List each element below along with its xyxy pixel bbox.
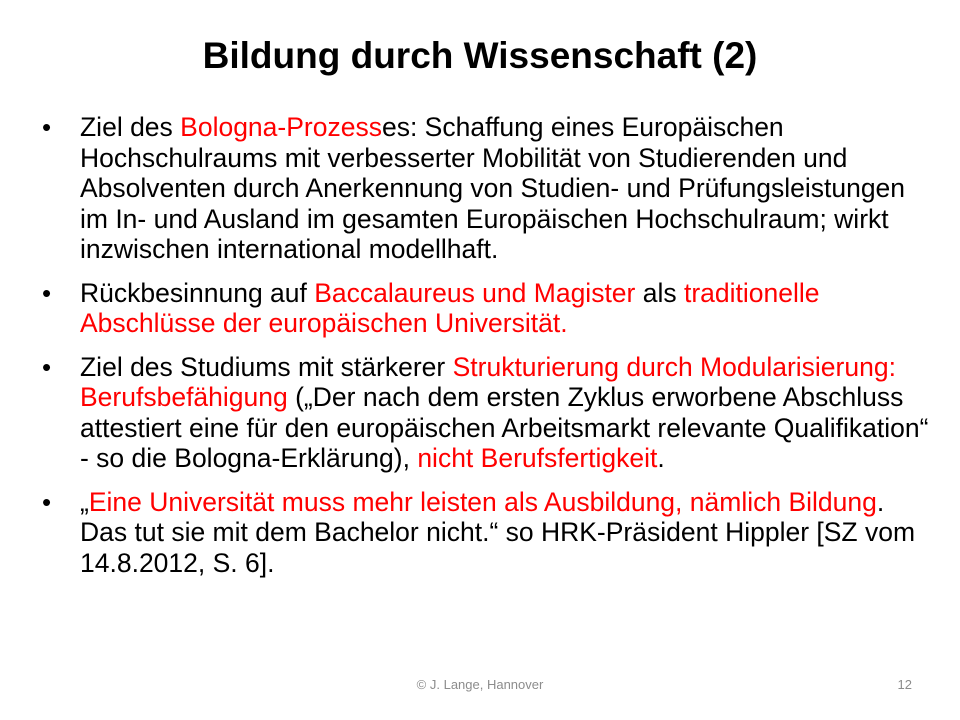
bullet-item-3 [40, 352, 930, 474]
highlight-segment: Bologna-Prozess [180, 112, 382, 142]
footer-credit: © J. Lange, Hannover [416, 677, 544, 692]
bullet-text-segment: Ziel des [80, 112, 181, 142]
highlight-segment: traditionelle Abschlüsse der europäischen Universität. [80, 277, 820, 338]
bullet-list [40, 112, 930, 591]
bullet-text-segment: Ziel des Studiums mit stärkerer [80, 351, 453, 382]
bullet-text-segment: . [657, 443, 665, 473]
bullet-item-4 [40, 487, 930, 579]
bullet-text-segment: . Das tut sie mit dem Bachelor nicht.“ so HRK-Präsident Hippler [SZ vom 14.8.2012, S. 6]. [80, 486, 916, 578]
bullet-text-segment: Rückbesinnung auf [80, 277, 315, 308]
bullet-text-segment: („Der nach dem ersten Zyklus erworbene Abschluss attestiert eine für den europäischen Arbeitsmarkt relevante Qualifikation“ - so die Bologna-Erklärung), [80, 382, 929, 473]
highlight-segment: Strukturierung durch Modularisierung: Berufsbefähigung [80, 351, 896, 412]
bullet-dot-icon: • [42, 277, 52, 308]
highlight-segment: nicht Berufsfertigkeit [417, 443, 658, 473]
bullet-item-2 [40, 278, 930, 339]
bullet-dot-icon: • [42, 486, 52, 517]
highlight-segment: Baccalaureus und Magister [314, 277, 636, 308]
page-number: 12 [897, 677, 912, 692]
bullet-text-segment: „ [80, 486, 89, 517]
bullet-text-segment: als [635, 277, 684, 308]
bullet-dot-icon: • [42, 351, 52, 382]
highlight-segment: Eine Universität muss mehr leisten als Ausbildung, nämlich Bildung [88, 486, 877, 517]
bullet-text-segment: es: Schaffung eines Europäischen Hochschulraums mit verbesserter Mobilität von Studierenden und Absolventen durch Anerkennung von Studien- und Prüfungsleistungen im In- und Ausland im gesamten Europäischen Hochschulraum; wirkt inzwischen international modellhaft. [80, 112, 906, 264]
bullet-dot-icon: • [42, 112, 52, 142]
slide-title: Bildung durch Wissenschaft (2) [202, 35, 758, 76]
bullet-item-1 [40, 112, 930, 265]
